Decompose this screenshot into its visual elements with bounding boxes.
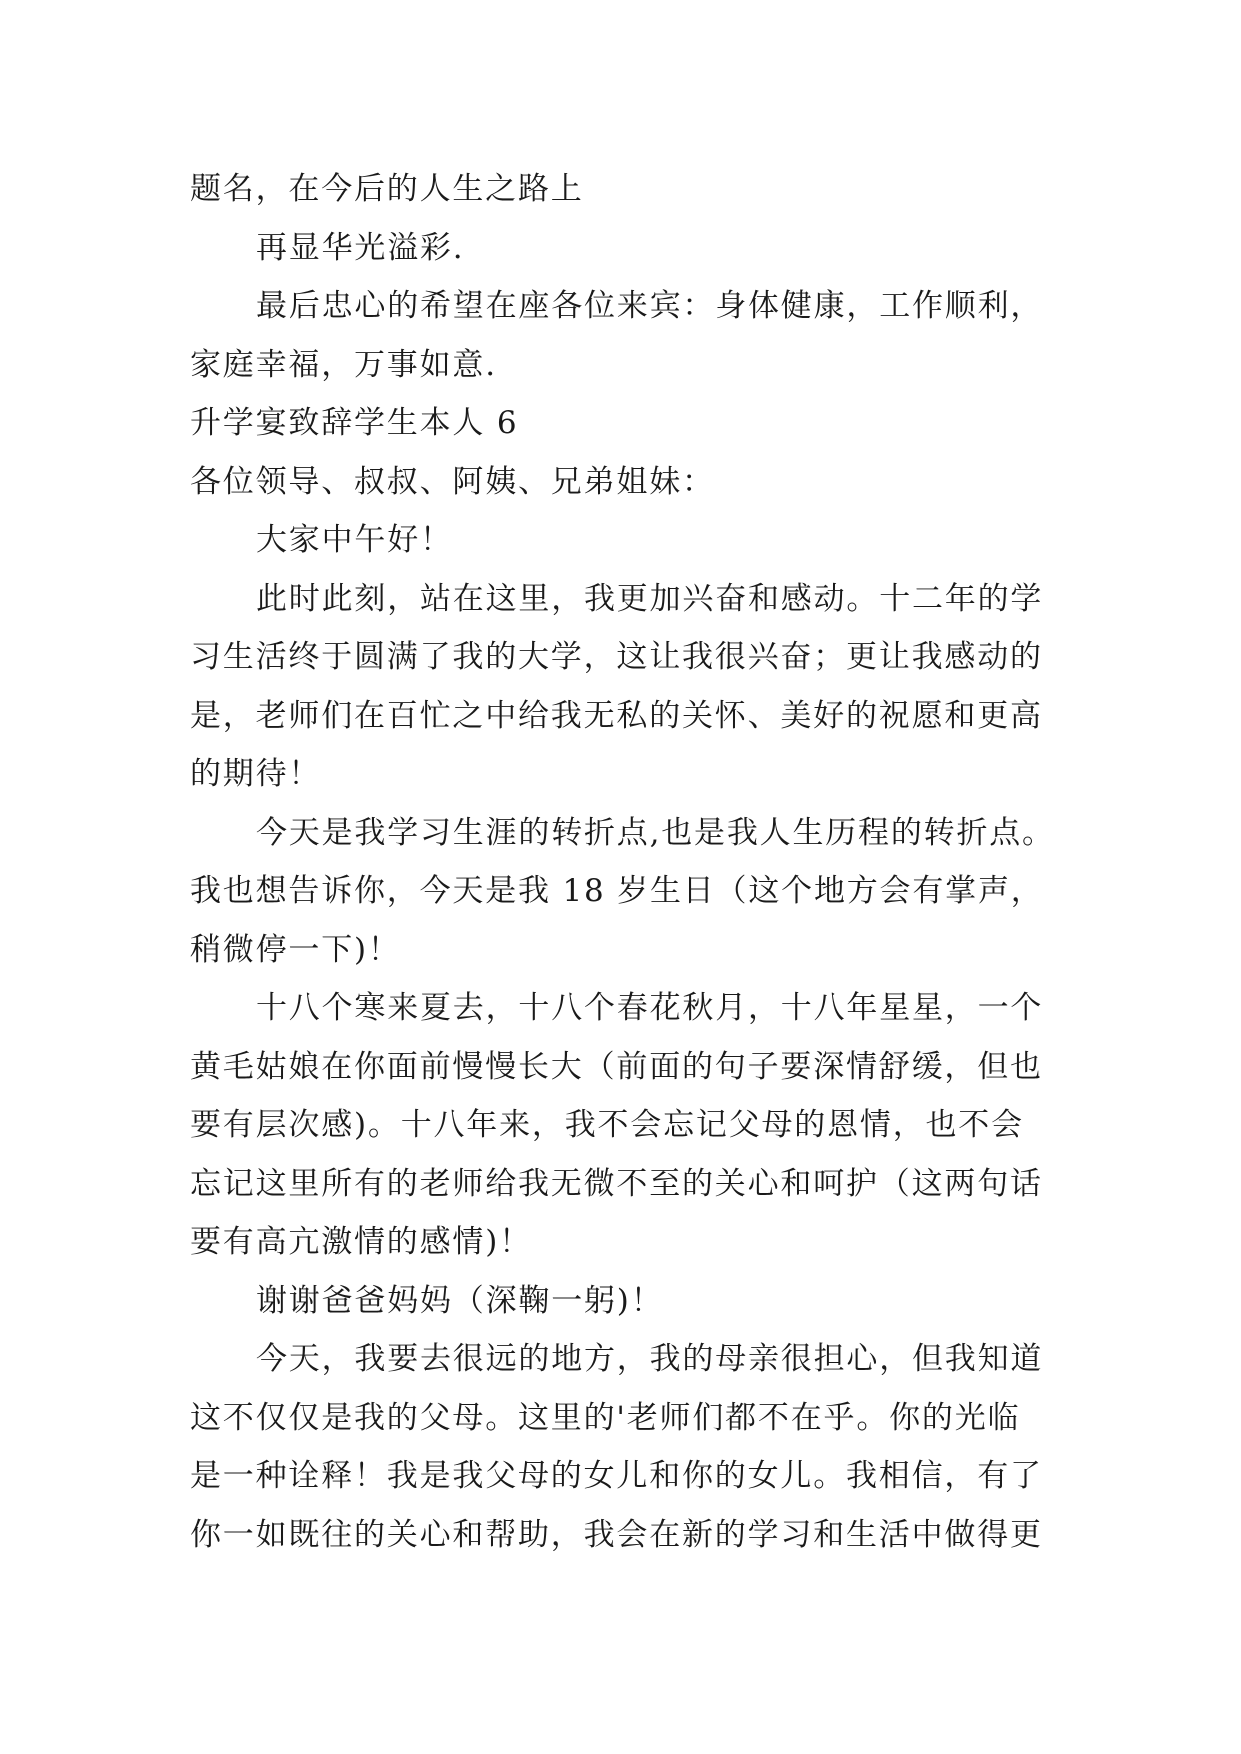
greeting: 大家中午好！	[256, 522, 453, 558]
text-line: 你一如既往的关心和帮助，我会在新的学习和生活中做得更	[190, 1516, 1043, 1553]
text-line: 的期待！	[190, 756, 322, 792]
text-line: 我也想告诉你，今天是我 18 岁生日（这个地方会有掌声，	[190, 873, 1044, 909]
text-line: 再显华光溢彩.	[256, 229, 465, 266]
text-line: 要有高亢激情的感情)！	[190, 1224, 532, 1260]
text-line: 要有层次感)。十八年来，我不会忘记父母的恩情，也不会	[190, 1107, 1024, 1143]
text-line: 黄毛姑娘在你面前慢慢长大（前面的句子要深情舒缓，但也	[190, 1048, 1043, 1085]
text-line: 是一种诠释！我是我父母的女儿和你的女儿。我相信，有了	[190, 1458, 1043, 1494]
text-line: 忘记这里所有的老师给我无微不至的关心和呵护（这两句话	[190, 1165, 1043, 1202]
text-line: 今天，我要去很远的地方，我的母亲很担心，但我知道	[256, 1341, 1044, 1377]
text-line: 习生活终于圆满了我的大学，这让我很兴奋；更让我感动的	[190, 639, 1043, 675]
text-line: 题名，在今后的人生之路上	[190, 171, 584, 207]
text-line: 最后忠心的希望在座各位来宾：身体健康，工作顺利，	[256, 288, 1044, 324]
text-line: 这不仅仅是我的父母。这里的'老师们都不在乎。你的光临	[190, 1399, 1021, 1436]
speech-text	[190, 160, 1060, 1564]
text-line: 此时此刻，站在这里，我更加兴奋和感动。十二年的学	[256, 580, 1044, 617]
salutation: 各位领导、叔叔、阿姨、兄弟姐妹：	[190, 463, 715, 500]
text-line: 今天是我学习生涯的转折点,也是我人生历程的转折点。	[256, 814, 1055, 851]
text-line: 谢谢爸爸妈妈（深鞠一躬)！	[256, 1282, 664, 1319]
text-line: 稍微停一下)！	[190, 931, 401, 968]
section-heading: 升学宴致辞学生本人 6	[190, 405, 519, 441]
text-line: 家庭幸福，万事如意.	[190, 346, 497, 383]
text-line: 是，老师们在百忙之中给我无私的关怀、美好的祝愿和更高	[190, 697, 1043, 734]
text-line: 十八个寒来夏去，十八个春花秋月，十八年星星，一个	[256, 990, 1044, 1026]
